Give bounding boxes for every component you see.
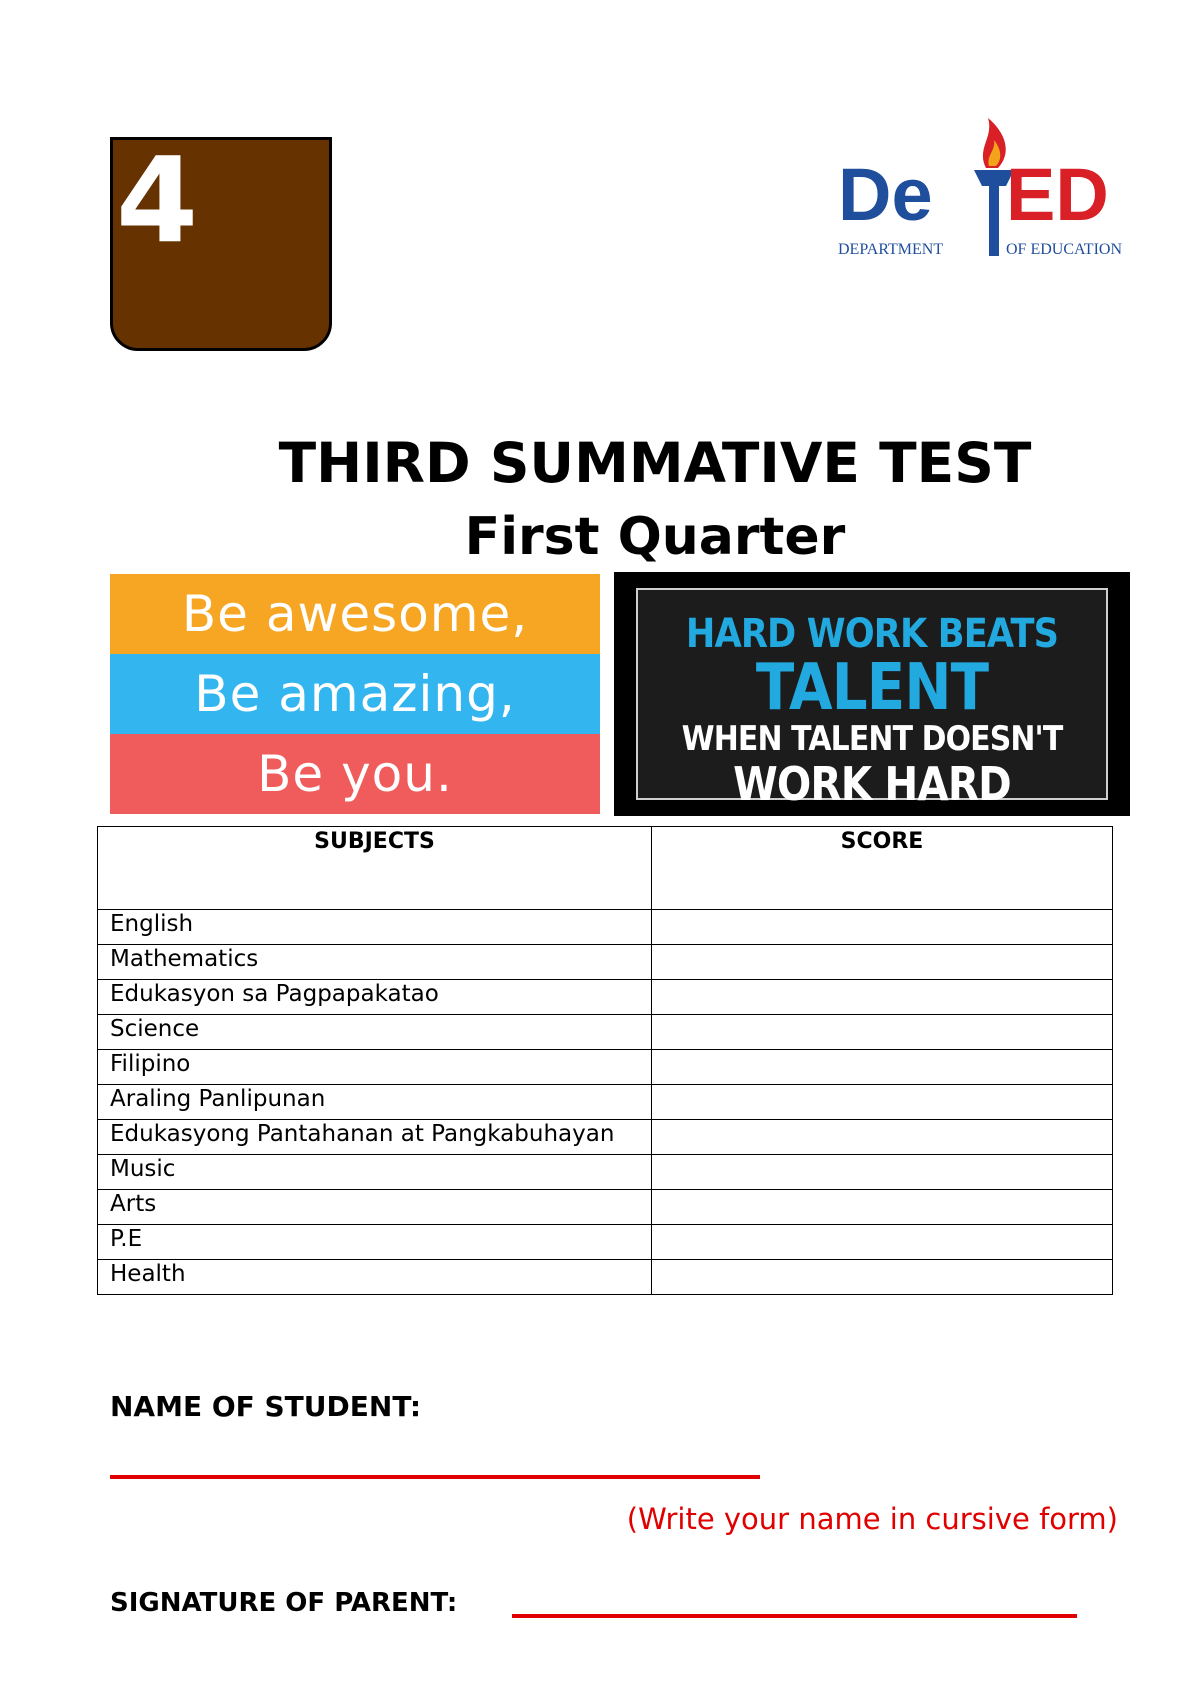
grade-number: 4 xyxy=(116,131,199,269)
score-cell[interactable] xyxy=(652,910,1113,945)
subject-cell: Edukasyong Pantahanan at Pangkabuhayan xyxy=(98,1120,652,1155)
motivation-banner-right xyxy=(614,572,1130,816)
score-cell[interactable] xyxy=(652,1260,1113,1295)
table-row xyxy=(98,1225,1113,1260)
header-score: SCORE xyxy=(652,827,1113,910)
motivation-banner-left xyxy=(110,574,600,814)
parent-signature-line[interactable] xyxy=(512,1614,1077,1618)
subject-cell: Science xyxy=(98,1015,652,1050)
table-row xyxy=(98,1190,1113,1225)
quote-line-4: WORK HARD xyxy=(733,757,1011,811)
logo-wordmark-left: De xyxy=(838,153,933,236)
banner-line-2: Be amazing, xyxy=(110,654,600,734)
quote-line-2: TALENT xyxy=(755,651,989,725)
student-name-line[interactable] xyxy=(110,1475,760,1479)
logo-caption-left: DEPARTMENT xyxy=(838,241,944,258)
subject-cell: English xyxy=(98,910,652,945)
cursive-instruction: (Write your name in cursive form) xyxy=(626,1502,1118,1536)
subject-cell: Arts xyxy=(98,1190,652,1225)
logo-wordmark-right: ED xyxy=(1006,153,1109,236)
logo-caption-right: OF EDUCATION xyxy=(1006,241,1122,258)
score-cell[interactable] xyxy=(652,980,1113,1015)
header-subjects: SUBJECTS xyxy=(98,827,652,910)
page-subtitle: First Quarter xyxy=(464,507,846,567)
table-row xyxy=(98,1085,1113,1120)
subject-cell: Araling Panlipunan xyxy=(98,1085,652,1120)
table-row xyxy=(98,910,1113,945)
deped-logo xyxy=(836,108,1126,268)
table-row xyxy=(98,945,1113,980)
table-row xyxy=(98,980,1113,1015)
subject-cell: P.E xyxy=(98,1225,652,1260)
quote-line-1: HARD WORK BEATS xyxy=(685,611,1059,657)
table-row xyxy=(98,1260,1113,1295)
table-header-row xyxy=(98,827,1113,910)
parent-signature-label: SIGNATURE OF PARENT: xyxy=(110,1588,458,1618)
banner-line-3: Be you. xyxy=(110,734,600,814)
subject-cell: Edukasyon sa Pagpapakatao xyxy=(98,980,652,1015)
subject-cell: Health xyxy=(98,1260,652,1295)
table-row xyxy=(98,1120,1113,1155)
score-cell[interactable] xyxy=(652,1155,1113,1190)
score-cell[interactable] xyxy=(652,945,1113,980)
subject-cell: Music xyxy=(98,1155,652,1190)
grade-badge xyxy=(110,131,332,351)
score-cell[interactable] xyxy=(652,1015,1113,1050)
score-cell[interactable] xyxy=(652,1190,1113,1225)
subject-cell: Mathematics xyxy=(98,945,652,980)
subject-cell: Filipino xyxy=(98,1050,652,1085)
score-cell[interactable] xyxy=(652,1085,1113,1120)
score-cell[interactable] xyxy=(652,1225,1113,1260)
banner-line-1: Be awesome, xyxy=(110,574,600,654)
quote-frame xyxy=(636,588,1108,811)
table-row xyxy=(98,1015,1113,1050)
page-title: THIRD SUMMATIVE TEST xyxy=(278,431,1032,495)
quote-line-3: WHEN TALENT DOESN'T xyxy=(681,719,1063,759)
score-cell[interactable] xyxy=(652,1120,1113,1155)
table-row xyxy=(98,1050,1113,1085)
table-row xyxy=(98,1155,1113,1190)
student-name-label: NAME OF STUDENT: xyxy=(110,1390,422,1423)
score-cell[interactable] xyxy=(652,1050,1113,1085)
scores-table xyxy=(97,826,1113,1295)
